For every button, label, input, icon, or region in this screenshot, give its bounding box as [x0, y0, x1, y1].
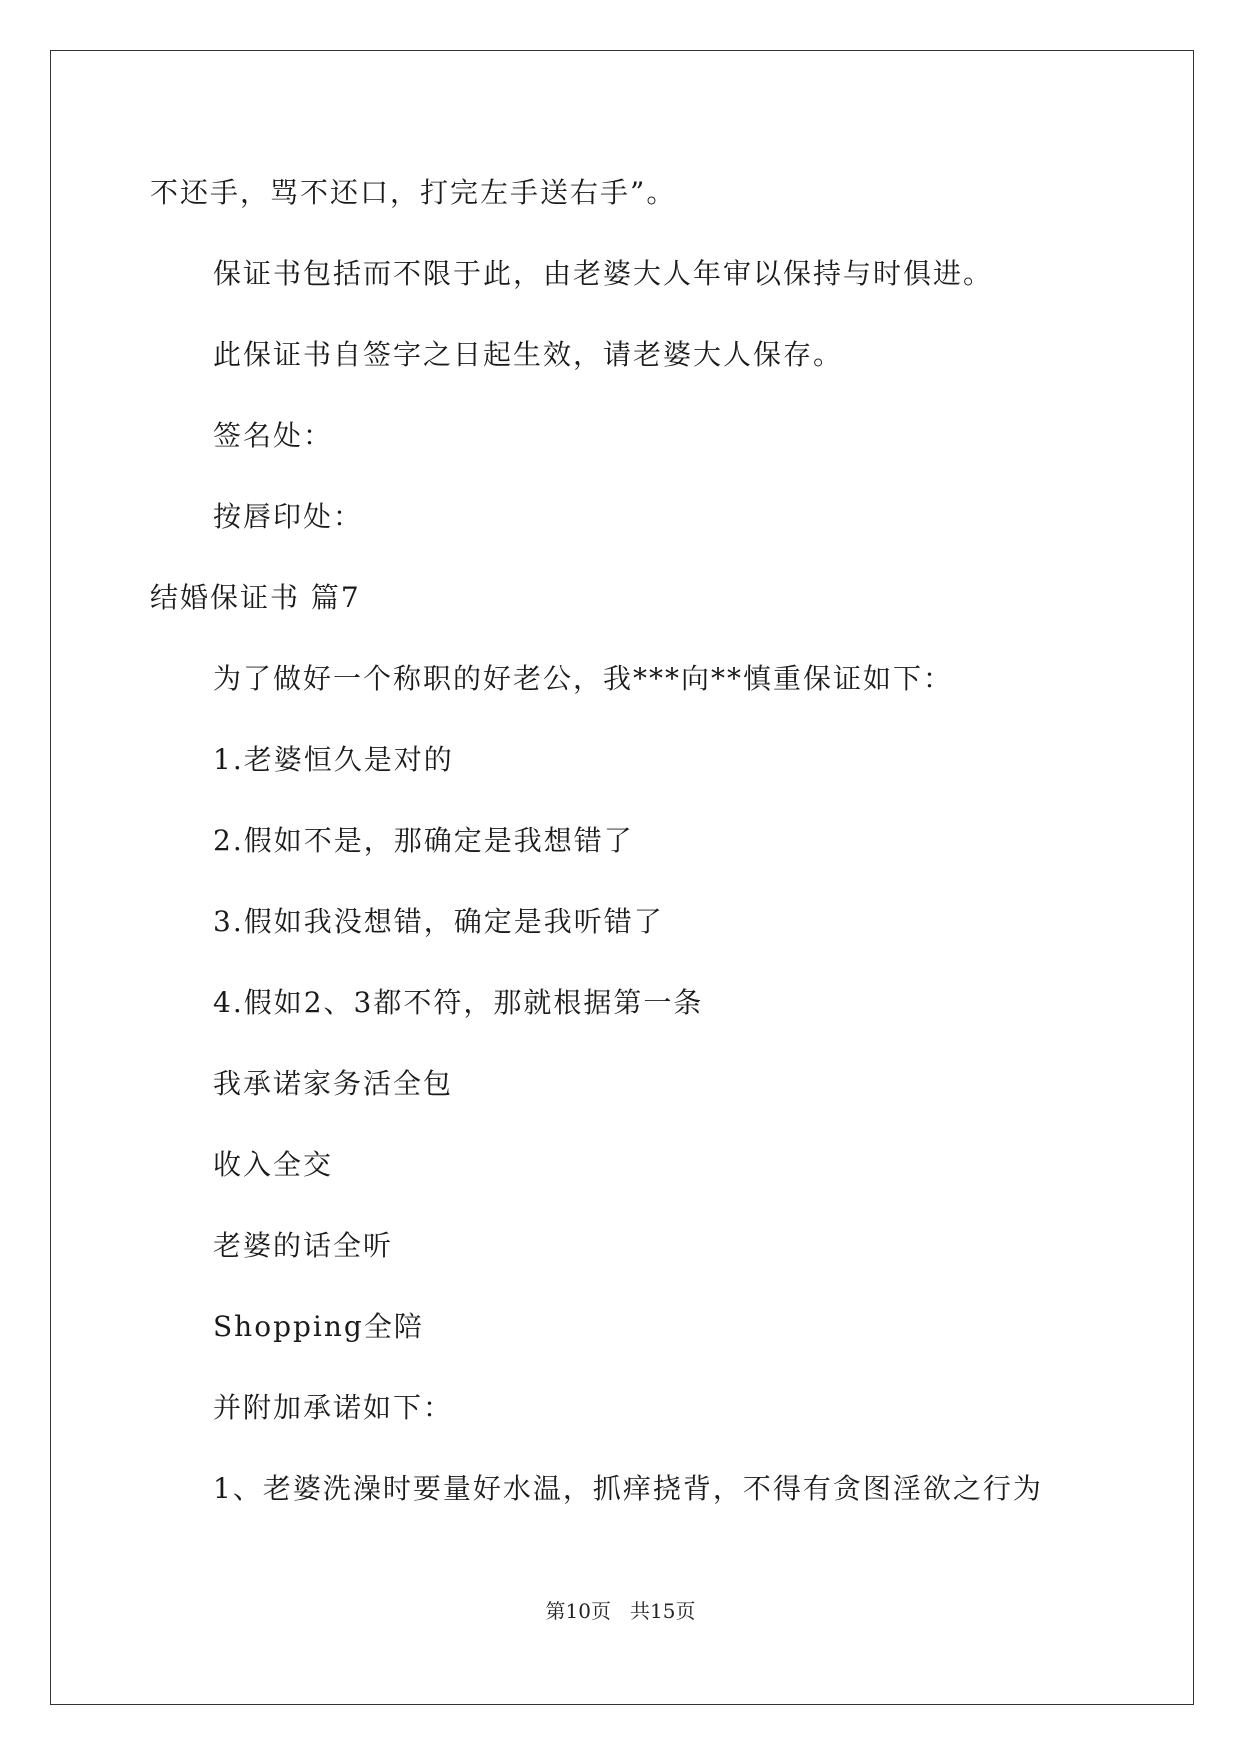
page-footer	[0, 1598, 1241, 1624]
list-item-2: 2.假如不是，那确定是我想错了	[213, 824, 634, 857]
page-number: 第10页	[545, 1599, 611, 1623]
text-line-income: 收入全交	[213, 1148, 334, 1181]
text-line-continuation: 不还手，骂不还口，打完左手送右手”。	[150, 176, 677, 209]
text-line-lip-print: 按唇印处：	[213, 500, 364, 533]
section-heading: 结婚保证书 篇7	[150, 581, 361, 614]
list-item-3: 3.假如我没想错，确定是我听错了	[213, 905, 664, 938]
list-item-4: 4.假如2、3都不符，那就根据第一条	[213, 986, 704, 1019]
text-line-scope: 保证书包括而不限于此，由老婆大人年审以保持与时俱进。	[213, 257, 994, 290]
text-line-additional: 并附加承诺如下：	[213, 1391, 454, 1424]
text-line-effective: 此保证书自签字之日起生效，请老婆大人保存。	[213, 338, 844, 371]
list-item-additional-1: 1、老婆洗澡时要量好水温，抓痒挠背，不得有贪图淫欲之行为	[213, 1472, 1043, 1505]
text-line-listen: 老婆的话全听	[213, 1229, 394, 1262]
text-line-intro: 为了做好一个称职的好老公，我***向**慎重保证如下：	[213, 662, 954, 695]
text-line-shopping: Shopping全陪	[213, 1310, 424, 1343]
page-total: 共15页	[630, 1599, 696, 1623]
text-line-housework: 我承诺家务活全包	[213, 1067, 454, 1100]
text-line-signature: 签名处：	[213, 419, 334, 452]
page-frame	[50, 50, 1194, 1705]
list-item-1: 1.老婆恒久是对的	[213, 743, 454, 776]
